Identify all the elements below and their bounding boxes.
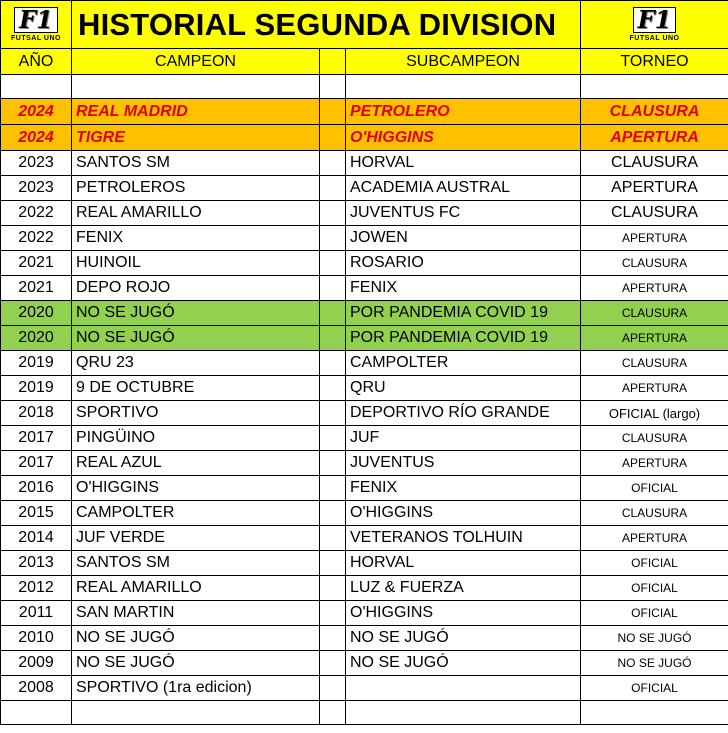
tournament-cell: APERTURA xyxy=(581,451,728,476)
blank-cell xyxy=(346,75,581,99)
runner-up-cell: QRU xyxy=(346,376,581,401)
runner-up-cell: JUVENTUS FC xyxy=(346,201,581,226)
year-cell: 2019 xyxy=(1,351,72,376)
gap-cell xyxy=(320,426,346,451)
futsal-uno-logo xyxy=(1,2,71,48)
table-row xyxy=(1,601,728,626)
logo-caption: FUTSAL UNO xyxy=(11,35,61,42)
gap-cell xyxy=(320,576,346,601)
header-gap xyxy=(320,49,346,75)
table-row xyxy=(1,326,728,351)
tournament-cell: APERTURA xyxy=(581,125,728,151)
champion-cell: DEPO ROJO xyxy=(72,276,320,301)
champion-cell: CAMPOLTER xyxy=(72,501,320,526)
table-row xyxy=(1,526,728,551)
gap-cell xyxy=(320,651,346,676)
runner-up-cell: HORVAL xyxy=(346,151,581,176)
table-row xyxy=(1,351,728,376)
year-cell: 2017 xyxy=(1,426,72,451)
champion-cell: O'HIGGINS xyxy=(72,476,320,501)
gap-cell xyxy=(320,476,346,501)
logo-cell-left xyxy=(1,1,72,49)
gap-cell xyxy=(320,351,346,376)
year-cell: 2022 xyxy=(1,201,72,226)
tournament-cell: CLAUSURA xyxy=(581,201,728,226)
table-row xyxy=(1,99,728,125)
blank-cell xyxy=(581,701,728,725)
header-runner-up: SUBCAMPEON xyxy=(346,49,581,75)
blank-cell xyxy=(1,75,72,99)
table-row xyxy=(1,651,728,676)
year-cell: 2021 xyxy=(1,251,72,276)
gap-cell xyxy=(320,326,346,351)
year-cell: 2024 xyxy=(1,99,72,125)
tournament-cell: APERTURA xyxy=(581,326,728,351)
tournament-cell: APERTURA xyxy=(581,276,728,301)
gap-cell xyxy=(320,125,346,151)
champion-cell: SANTOS SM xyxy=(72,151,320,176)
tournament-cell: CLAUSURA xyxy=(581,99,728,125)
tournament-cell: CLAUSURA xyxy=(581,351,728,376)
champion-cell: SANTOS SM xyxy=(72,551,320,576)
year-cell: 2019 xyxy=(1,376,72,401)
runner-up-cell: FENIX xyxy=(346,476,581,501)
year-cell: 2013 xyxy=(1,551,72,576)
champion-cell: NO SE JUGÓ xyxy=(72,626,320,651)
header-tournament: TORNEO xyxy=(581,49,728,75)
champion-cell: QRU 23 xyxy=(72,351,320,376)
gap-cell xyxy=(320,626,346,651)
table-row xyxy=(1,176,728,201)
year-cell: 2008 xyxy=(1,676,72,701)
table-row xyxy=(1,301,728,326)
champion-cell: FENIX xyxy=(72,226,320,251)
header-year: AÑO xyxy=(1,49,72,75)
year-cell: 2016 xyxy=(1,476,72,501)
tournament-cell: APERTURA xyxy=(581,226,728,251)
runner-up-cell: O'HIGGINS xyxy=(346,601,581,626)
title-row xyxy=(1,1,728,49)
blank-row xyxy=(1,75,728,99)
tournament-cell: CLAUSURA xyxy=(581,501,728,526)
blank-cell xyxy=(581,75,728,99)
tournament-cell: APERTURA xyxy=(581,526,728,551)
logo-mark: F1 xyxy=(633,7,677,33)
runner-up-cell: JOWEN xyxy=(346,226,581,251)
runner-up-cell: LUZ & FUERZA xyxy=(346,576,581,601)
table-row xyxy=(1,376,728,401)
tournament-cell: APERTURA xyxy=(581,176,728,201)
champion-cell: PINGÜINO xyxy=(72,426,320,451)
table-row xyxy=(1,401,728,426)
champion-cell: HUINOIL xyxy=(72,251,320,276)
tournament-cell: CLAUSURA xyxy=(581,426,728,451)
runner-up-cell: CAMPOLTER xyxy=(346,351,581,376)
runner-up-cell: FENIX xyxy=(346,276,581,301)
table-row xyxy=(1,676,728,701)
year-cell: 2011 xyxy=(1,601,72,626)
blank-row xyxy=(1,701,728,725)
tournament-cell: APERTURA xyxy=(581,376,728,401)
gap-cell xyxy=(320,451,346,476)
runner-up-cell: O'HIGGINS xyxy=(346,501,581,526)
gap-cell xyxy=(320,501,346,526)
gap-cell xyxy=(320,99,346,125)
runner-up-cell: DEPORTIVO RÍO GRANDE xyxy=(346,401,581,426)
table-row xyxy=(1,576,728,601)
gap-cell xyxy=(320,201,346,226)
champion-cell: REAL AMARILLO xyxy=(72,201,320,226)
table-row xyxy=(1,426,728,451)
table-row xyxy=(1,626,728,651)
logo-mark: F1 xyxy=(14,7,58,33)
gap-cell xyxy=(320,676,346,701)
champion-cell: NO SE JUGÓ xyxy=(72,326,320,351)
runner-up-cell: HORVAL xyxy=(346,551,581,576)
blank-cell xyxy=(320,701,346,725)
table-row xyxy=(1,451,728,476)
gap-cell xyxy=(320,601,346,626)
runner-up-cell: POR PANDEMIA COVID 19 xyxy=(346,326,581,351)
year-cell: 2018 xyxy=(1,401,72,426)
tournament-cell: OFICIAL xyxy=(581,576,728,601)
blank-cell xyxy=(320,75,346,99)
blank-cell xyxy=(72,701,320,725)
tournament-cell: OFICIAL xyxy=(581,601,728,626)
logo-cell-right xyxy=(581,1,728,49)
gap-cell xyxy=(320,301,346,326)
gap-cell xyxy=(320,226,346,251)
champion-cell: REAL MADRID xyxy=(72,99,320,125)
blank-cell xyxy=(1,701,72,725)
header-row xyxy=(1,49,728,75)
futsal-uno-logo xyxy=(581,2,728,48)
champion-cell: REAL AZUL xyxy=(72,451,320,476)
champion-cell: REAL AMARILLO xyxy=(72,576,320,601)
logo-caption: FUTSAL UNO xyxy=(629,35,680,42)
runner-up-cell: JUF xyxy=(346,426,581,451)
tournament-cell: OFICIAL xyxy=(581,551,728,576)
year-cell: 2015 xyxy=(1,501,72,526)
runner-up-cell: JUVENTUS xyxy=(346,451,581,476)
year-cell: 2023 xyxy=(1,176,72,201)
champion-cell: TIGRE xyxy=(72,125,320,151)
champion-cell: PETROLEROS xyxy=(72,176,320,201)
gap-cell xyxy=(320,151,346,176)
runner-up-cell xyxy=(346,676,581,701)
year-cell: 2021 xyxy=(1,276,72,301)
gap-cell xyxy=(320,551,346,576)
table-row xyxy=(1,476,728,501)
tournament-cell: CLAUSURA xyxy=(581,301,728,326)
runner-up-cell: O'HIGGINS xyxy=(346,125,581,151)
table-row xyxy=(1,226,728,251)
year-cell: 2020 xyxy=(1,326,72,351)
title-cell xyxy=(72,1,581,49)
table-row xyxy=(1,551,728,576)
year-cell: 2009 xyxy=(1,651,72,676)
runner-up-cell: NO SE JUGÓ xyxy=(346,626,581,651)
runner-up-cell: PETROLERO xyxy=(346,99,581,125)
champion-cell: SPORTIVO xyxy=(72,401,320,426)
tournament-cell: CLAUSURA xyxy=(581,251,728,276)
page-title: HISTORIAL SEGUNDA DIVISION xyxy=(78,6,557,42)
gap-cell xyxy=(320,251,346,276)
tournament-cell: NO SE JUGÓ xyxy=(581,651,728,676)
tournament-cell: OFICIAL xyxy=(581,476,728,501)
gap-cell xyxy=(320,376,346,401)
runner-up-cell: POR PANDEMIA COVID 19 xyxy=(346,301,581,326)
champion-cell: SPORTIVO (1ra edicion) xyxy=(72,676,320,701)
champion-cell: NO SE JUGÓ xyxy=(72,301,320,326)
year-cell: 2012 xyxy=(1,576,72,601)
gap-cell xyxy=(320,176,346,201)
table-row xyxy=(1,125,728,151)
runner-up-cell: VETERANOS TOLHUIN xyxy=(346,526,581,551)
runner-up-cell: NO SE JUGÓ xyxy=(346,651,581,676)
year-cell: 2023 xyxy=(1,151,72,176)
runner-up-cell: ROSARIO xyxy=(346,251,581,276)
champion-cell: JUF VERDE xyxy=(72,526,320,551)
year-cell: 2010 xyxy=(1,626,72,651)
tournament-cell: NO SE JUGÓ xyxy=(581,626,728,651)
table-row xyxy=(1,276,728,301)
year-cell: 2022 xyxy=(1,226,72,251)
gap-cell xyxy=(320,276,346,301)
table-row xyxy=(1,151,728,176)
header-champion: CAMPEON xyxy=(72,49,320,75)
table-row xyxy=(1,501,728,526)
champion-cell: NO SE JUGÓ xyxy=(72,651,320,676)
year-cell: 2024 xyxy=(1,125,72,151)
champion-cell: SAN MARTIN xyxy=(72,601,320,626)
year-cell: 2017 xyxy=(1,451,72,476)
tournament-cell: OFICIAL (largo) xyxy=(581,401,728,426)
gap-cell xyxy=(320,526,346,551)
blank-cell xyxy=(72,75,320,99)
year-cell: 2020 xyxy=(1,301,72,326)
runner-up-cell: ACADEMIA AUSTRAL xyxy=(346,176,581,201)
blank-cell xyxy=(346,701,581,725)
tournament-cell: OFICIAL xyxy=(581,676,728,701)
tournament-cell: CLAUSURA xyxy=(581,151,728,176)
table-row xyxy=(1,201,728,226)
table-row xyxy=(1,251,728,276)
champion-cell: 9 DE OCTUBRE xyxy=(72,376,320,401)
year-cell: 2014 xyxy=(1,526,72,551)
gap-cell xyxy=(320,401,346,426)
